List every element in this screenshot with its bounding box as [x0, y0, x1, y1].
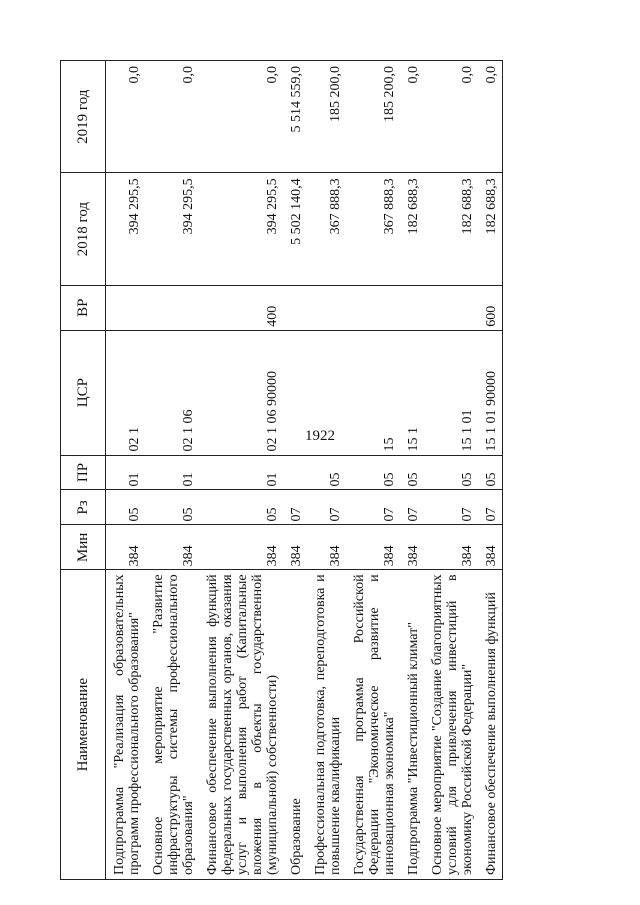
header-min: Мин: [61, 525, 106, 570]
row-name: Основное мероприятие "Создание благоприятных условий для привлечения инвестиций в экономику Российской Федерации": [424, 570, 478, 880]
row-2018: 394 295,5: [145, 173, 199, 285]
row-pr: 05: [478, 455, 503, 490]
row-vr: [106, 285, 146, 330]
table-row: [400, 61, 424, 880]
row-vr: [346, 285, 400, 330]
header-2019: 2019 год: [61, 61, 106, 173]
row-2019: 0,0: [478, 61, 503, 173]
row-vr: [400, 285, 424, 330]
rotated-table-container: [60, 60, 600, 880]
row-name: Финансовое обеспечение выполнения функций федеральных государственных органов, оказания услуг и выполнения работ (Капитальные вложения в объекты государственной (муниципальной) собственности): [199, 570, 283, 880]
header-csr: ЦСР: [61, 330, 106, 455]
row-pr: 01: [106, 455, 146, 490]
row-2019: 185 200,0: [307, 61, 346, 173]
table-row: [145, 61, 199, 880]
row-2018: 394 295,5: [199, 173, 283, 285]
row-pr: 01: [199, 455, 283, 490]
row-csr: [307, 330, 346, 455]
row-pr: 05: [346, 455, 400, 490]
row-2019: 185 200,0: [346, 61, 400, 173]
row-pr: 01: [145, 455, 199, 490]
header-pr: ПР: [61, 455, 106, 490]
table-row: [346, 61, 400, 880]
row-min: 384: [424, 525, 478, 570]
row-vr: [283, 285, 307, 330]
row-csr: [283, 330, 307, 455]
header-2018: 2018 год: [61, 173, 106, 285]
table-header-row: [61, 61, 106, 880]
row-rz: 05: [199, 490, 283, 525]
header-vr: ВР: [61, 285, 106, 330]
row-2018: 182 688,3: [424, 173, 478, 285]
row-name: Финансовое обеспечение выполнения функций: [478, 570, 503, 880]
row-name: Подпрограмма "Инвестиционный климат": [400, 570, 424, 880]
row-vr: 600: [478, 285, 503, 330]
row-2019: 0,0: [199, 61, 283, 173]
row-pr: 05: [400, 455, 424, 490]
row-2019: 0,0: [400, 61, 424, 173]
row-name: Государственная программа Российской Федерации "Экономическое развитие и инновационная экономика": [346, 570, 400, 880]
header-rz: Рз: [61, 490, 106, 525]
row-csr: 02 1 06 90000: [199, 330, 283, 455]
row-2019: 5 514 559,0: [283, 61, 307, 173]
row-min: 384: [307, 525, 346, 570]
table-row: [424, 61, 478, 880]
row-name: Профессиональная подготовка, переподготовка и повышение квалификации: [307, 570, 346, 880]
page-number: 1922: [305, 428, 335, 444]
row-min: 384: [199, 525, 283, 570]
row-name: Подпрограмма "Реализация образовательных программ профессионального образования": [106, 570, 146, 880]
row-csr: 15: [346, 330, 400, 455]
row-pr: 05: [424, 455, 478, 490]
row-csr: 02 1: [106, 330, 146, 455]
row-min: 384: [400, 525, 424, 570]
row-min: 384: [106, 525, 146, 570]
row-2019: 0,0: [145, 61, 199, 173]
table-row: [307, 61, 346, 880]
row-min: 384: [145, 525, 199, 570]
row-rz: 07: [346, 490, 400, 525]
row-2018: 394 295,5: [106, 173, 146, 285]
row-rz: 07: [400, 490, 424, 525]
row-name: Основное мероприятие "Развитие инфраструктуры системы профессионального образования": [145, 570, 199, 880]
row-rz: 07: [307, 490, 346, 525]
row-rz: 07: [283, 490, 307, 525]
row-rz: 05: [106, 490, 146, 525]
row-name: Образование: [283, 570, 307, 880]
header-name: Наименование: [61, 570, 106, 880]
row-min: 384: [283, 525, 307, 570]
table-row: [283, 61, 307, 880]
row-min: 384: [478, 525, 503, 570]
row-vr: [145, 285, 199, 330]
row-pr: [283, 455, 307, 490]
row-2018: 5 502 140,4: [283, 173, 307, 285]
row-rz: 07: [478, 490, 503, 525]
row-csr: 15 1 01 90000: [478, 330, 503, 455]
row-csr: 02 1 06: [145, 330, 199, 455]
row-2018: 367 888,3: [346, 173, 400, 285]
table-row: [199, 61, 283, 880]
row-2018: 182 688,3: [478, 173, 503, 285]
row-2019: 0,0: [106, 61, 146, 173]
row-vr: [424, 285, 478, 330]
budget-table: [60, 60, 503, 880]
row-csr: 15 1: [400, 330, 424, 455]
table-row: [478, 61, 503, 880]
row-rz: 07: [424, 490, 478, 525]
table-row: [106, 61, 146, 880]
row-vr: [307, 285, 346, 330]
row-min: 384: [346, 525, 400, 570]
row-rz: 05: [145, 490, 199, 525]
row-2018: 367 888,3: [307, 173, 346, 285]
row-2018: 182 688,3: [400, 173, 424, 285]
row-csr: 15 1 01: [424, 330, 478, 455]
row-2019: 0,0: [424, 61, 478, 173]
row-vr: 400: [199, 285, 283, 330]
row-pr: 05: [307, 455, 346, 490]
